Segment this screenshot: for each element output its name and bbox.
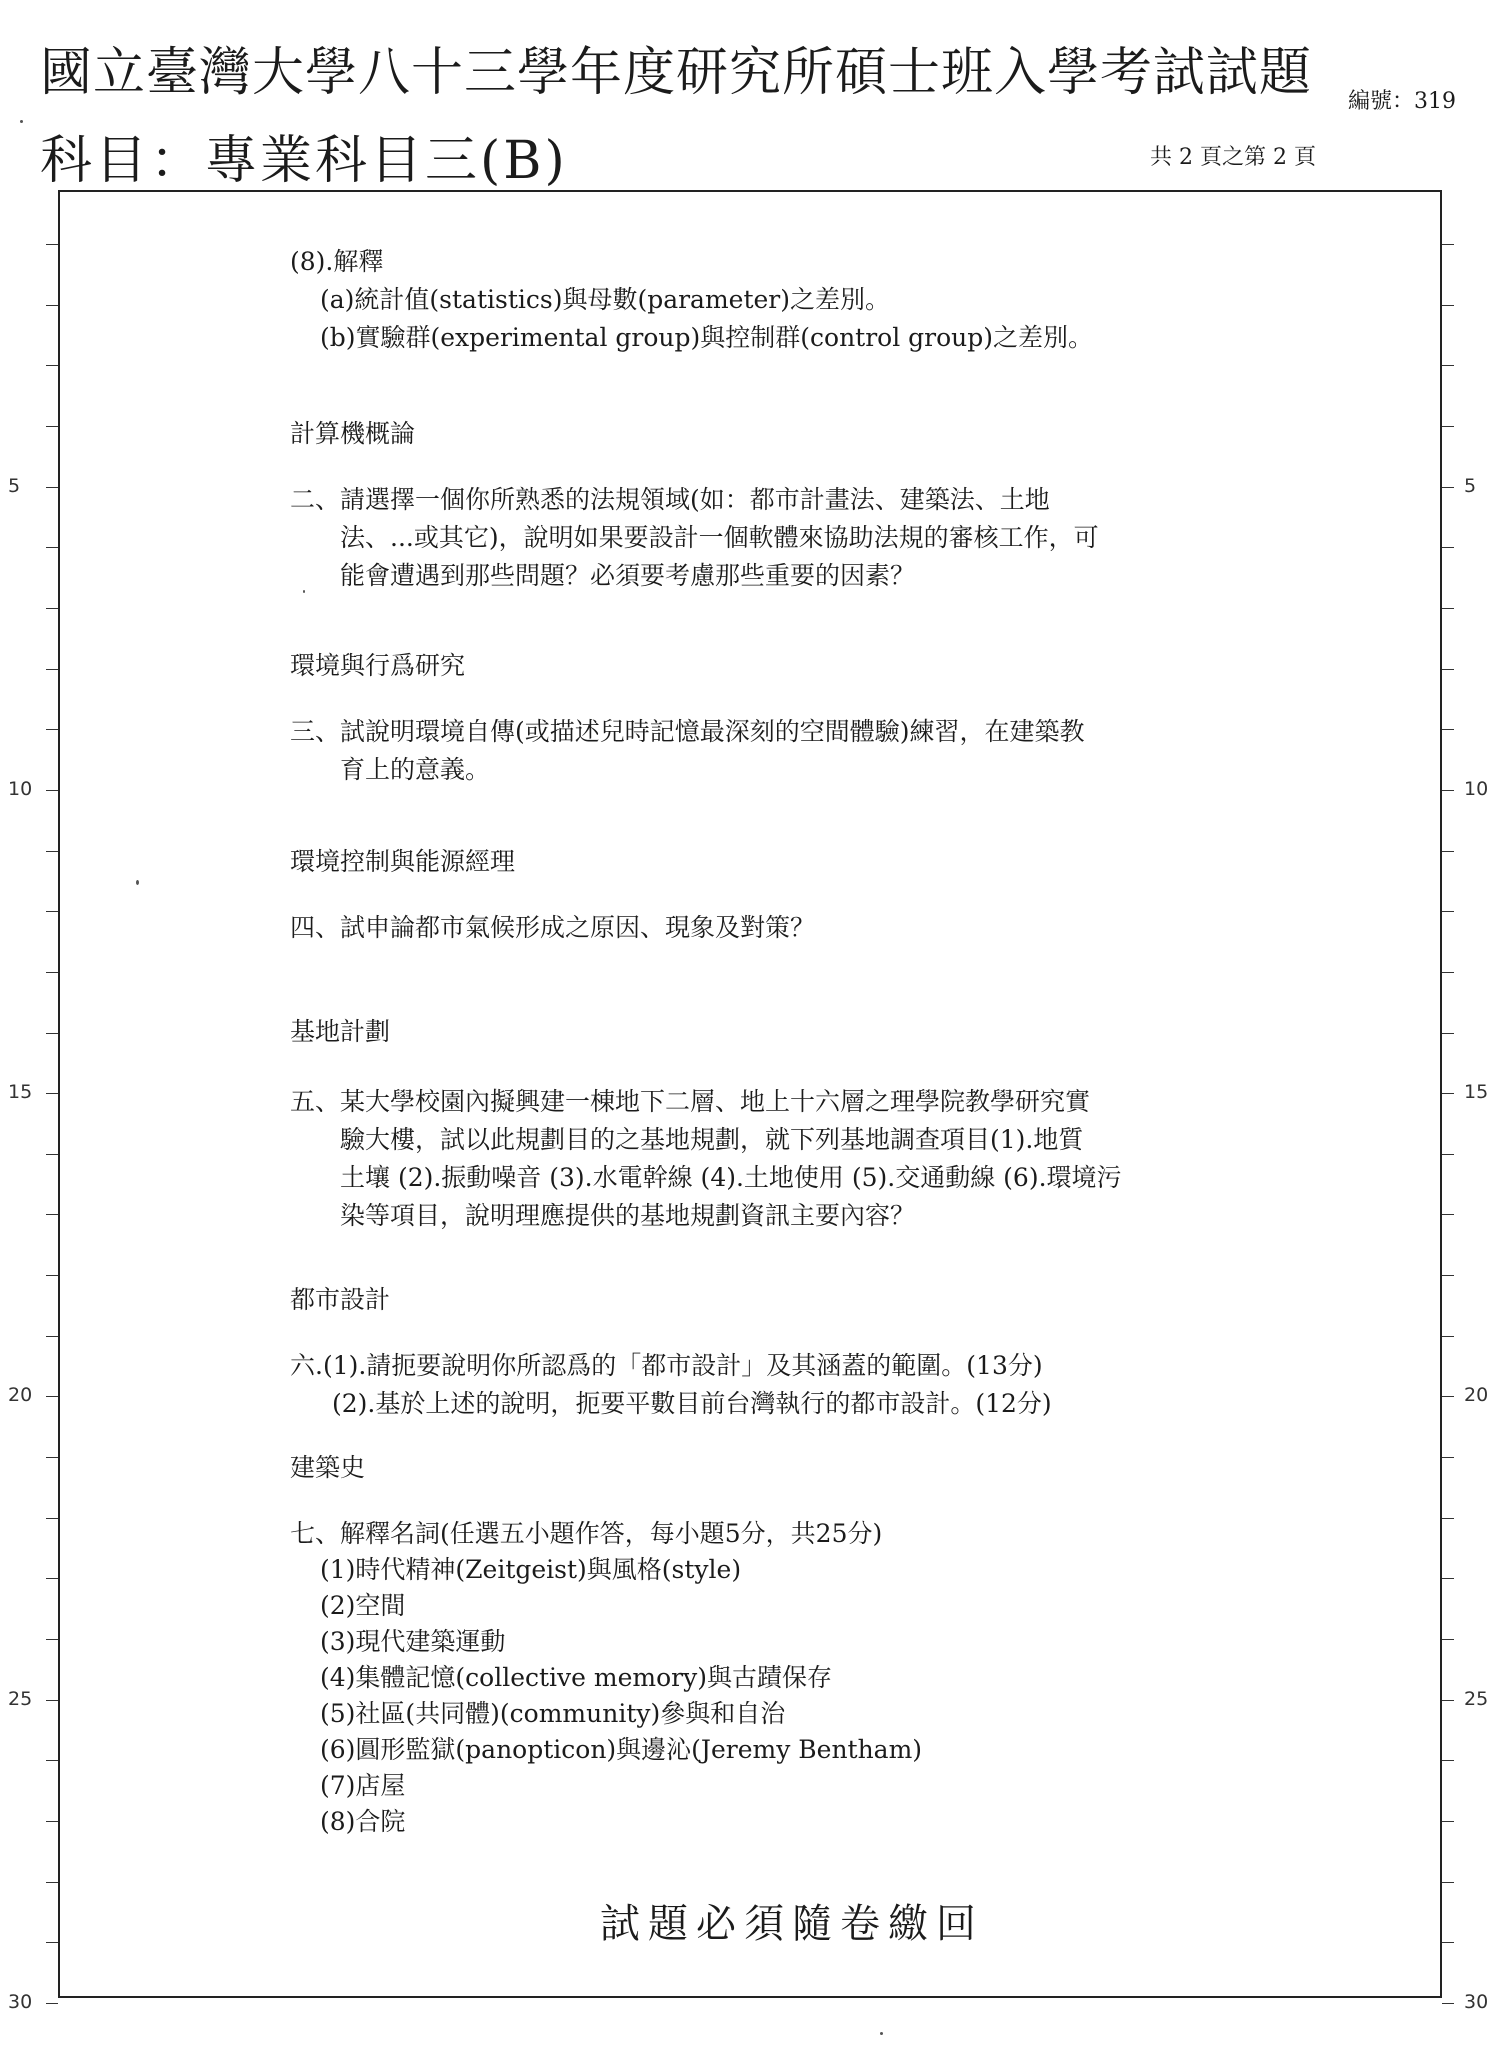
line-tick [1442,1457,1454,1458]
line-tick [46,244,58,245]
question-2 [290,481,1170,595]
scan-speck [136,880,139,885]
line-tick [46,911,58,912]
question-7-item: (1)時代精神(Zeitgeist)與風格(style) [320,1555,742,1584]
line-tick [46,1457,58,1458]
line-tick [1442,1336,1454,1337]
scan-speck [880,2032,883,2035]
line-tick [46,305,58,306]
line-tick [46,729,58,730]
line-number: 15 [1464,1081,1489,1103]
line-number: 25 [8,1688,33,1710]
line-tick [46,2003,58,2004]
line-tick [46,1760,58,1761]
section-heading-behavior: 環境與行爲研究 [290,651,466,680]
line-tick [1442,487,1454,488]
line-tick [1442,1821,1454,1822]
line-tick [1442,1093,1454,1094]
line-number: 25 [1464,1688,1489,1710]
return-exam-note: 試題必須隨卷繳回 [600,1901,984,1947]
question-7-item: (6)圓形監獄(panopticon)與邊沁(Jeremy Bentham) [320,1735,923,1764]
question-2-line-2: 法、...或其它)，說明如果要設計一個軟體來協助法規的審核工作，可 [340,523,1099,552]
q8-item-a: (a)統計值(statistics)與母數(parameter)之差別。 [320,285,891,314]
line-tick [46,972,58,973]
line-number: 15 [8,1081,33,1103]
line-tick [1442,365,1454,366]
line-tick [46,1639,58,1640]
section-heading-site: 基地計劃 [290,1017,391,1046]
question-7-item: (2)空間 [320,1591,406,1620]
question-5 [290,1083,1170,1235]
line-tick [1442,2003,1454,2004]
line-tick [1442,426,1454,427]
line-tick [46,1275,58,1276]
line-number: 10 [8,778,33,800]
question-2-line-1: 二、請選擇一個你所熟悉的法規領域(如：都市計畫法、建築法、土地 [290,485,1050,514]
question-5-line-3: 土壤 (2).振動噪音 (3).水電幹線 (4).土地使用 (5).交通動線 (6).環境污 [340,1163,1122,1192]
question-7-intro: 七、解釋名詞(任選五小題作答，每小題5分，共25分) [290,1519,883,1548]
line-tick [1442,1033,1454,1034]
question-5-line-2: 驗大樓，試以此規劃目的之基地規劃，就下列基地調查項目(1).地質 [340,1125,1084,1154]
scan-speck [20,120,23,123]
line-tick [1442,1639,1454,1640]
line-tick [46,1518,58,1519]
q8-heading: (8).解釋 [290,247,384,276]
question-6-part-2: (2).基於上述的說明，扼要平數目前台灣執行的都市設計。(12分) [332,1389,1052,1418]
question-7-item: (4)集體記憶(collective memory)與古蹟保存 [320,1663,833,1692]
section-heading-computer: 計算機概論 [290,419,416,448]
scan-speck [303,590,305,593]
question-7-item: (7)店屋 [320,1771,406,1800]
line-tick [46,1033,58,1034]
line-tick [1442,790,1454,791]
line-tick [46,851,58,852]
exam-code: 編號：319 [1348,89,1456,114]
line-tick [1442,1214,1454,1215]
line-number: 20 [8,1384,33,1406]
line-tick [1442,305,1454,306]
question-6-part-1: 六.(1).請扼要說明你所認爲的「都市設計」及其涵蓋的範圍。(13分) [290,1351,1043,1380]
section-heading-energy: 環境控制與能源經理 [290,847,516,876]
line-number: 30 [1464,1991,1489,2013]
question-7-item: (8)合院 [320,1807,406,1836]
question-2-line-3: 能會遭遇到那些問題？必須要考慮那些重要的因素？ [340,561,916,590]
line-tick [46,1093,58,1094]
line-tick [1442,1518,1454,1519]
question-5-line-4: 染等項目，說明理應提供的基地規劃資訊主要內容？ [340,1201,916,1230]
line-tick [46,1882,58,1883]
line-tick [1442,608,1454,609]
line-tick [46,608,58,609]
line-number: 5 [1464,475,1477,497]
line-tick [46,426,58,427]
line-tick [46,1942,58,1943]
line-tick [46,1336,58,1337]
q8-item-b: (b)實驗群(experimental group)與控制群(control group)之差別。 [320,323,1094,352]
subject-title: 科目：專業科目三(B) [40,131,568,191]
line-tick [1442,1760,1454,1761]
line-tick [1442,244,1454,245]
line-tick [1442,1882,1454,1883]
line-tick [1442,547,1454,548]
line-number: 20 [1464,1384,1489,1406]
line-tick [46,547,58,548]
line-tick [46,365,58,366]
line-tick [1442,1396,1454,1397]
right-line-numbers [1440,0,1500,2051]
question-7-item: (5)社區(共同體)(community)參與和自治 [320,1699,786,1728]
question-4: 四、試申論都市氣候形成之原因、現象及對策？ [290,913,816,942]
line-tick [1442,1154,1454,1155]
line-tick [46,669,58,670]
line-tick [46,1578,58,1579]
line-tick [1442,1578,1454,1579]
line-tick [46,1396,58,1397]
line-number: 10 [1464,778,1489,800]
line-tick [46,487,58,488]
line-tick [1442,1700,1454,1701]
line-tick [1442,1275,1454,1276]
question-3 [290,713,1170,789]
line-tick [1442,729,1454,730]
line-number: 5 [8,475,21,497]
line-tick [46,790,58,791]
line-tick [1442,911,1454,912]
line-tick [46,1700,58,1701]
question-3-line-1: 三、試說明環境自傳(或描述兒時記憶最深刻的空間體驗)練習，在建築教 [290,717,1085,746]
line-tick [1442,851,1454,852]
left-line-numbers [0,0,60,2051]
page-title: 國立臺灣大學八十三學年度研究所碩士班入學考試試題 [40,43,1313,103]
page-count: 共 2 頁之第 2 頁 [1150,145,1316,170]
line-tick [1442,972,1454,973]
question-7-item: (3)現代建築運動 [320,1627,506,1656]
line-tick [46,1154,58,1155]
line-tick [46,1821,58,1822]
line-tick [1442,669,1454,670]
question-5-line-1: 五、某大學校園內擬興建一棟地下二層、地上十六層之理學院教學研究實 [290,1087,1091,1116]
line-number: 30 [8,1991,33,2013]
question-3-line-2: 育上的意義。 [340,755,491,784]
section-heading-history: 建築史 [290,1453,366,1482]
line-tick [1442,1942,1454,1943]
line-tick [46,1214,58,1215]
section-heading-urban: 都市設計 [290,1285,391,1314]
